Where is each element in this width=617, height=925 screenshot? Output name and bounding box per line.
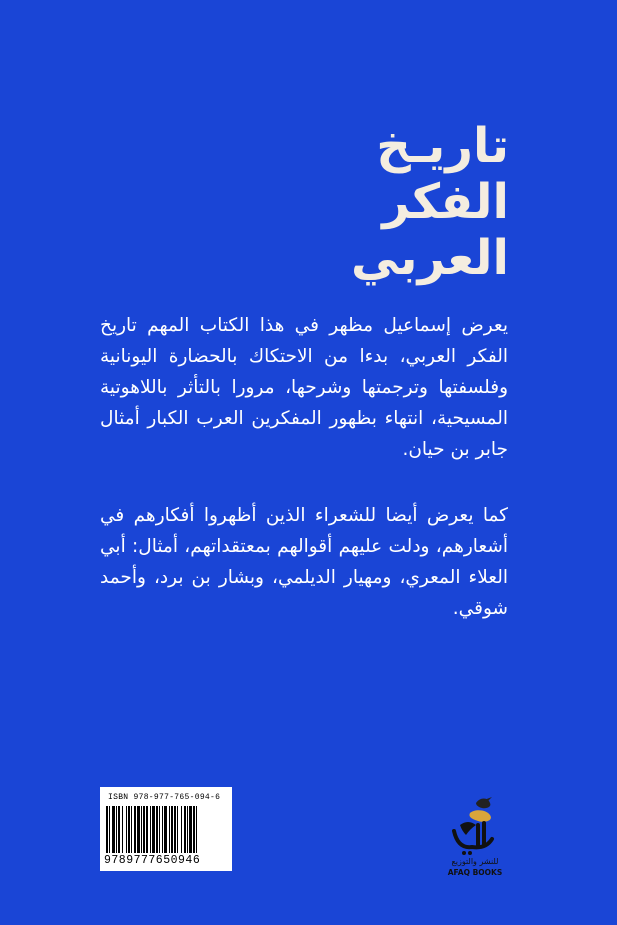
isbn-label: ISBN 978-977-765-094-6 [108,793,221,802]
barcode-bar [196,806,197,853]
barcode-bar [126,806,127,853]
barcode-bar [150,806,151,853]
barcode-bar [164,806,167,853]
barcode-bar [106,806,108,853]
barcode-bar [109,806,110,853]
barcode-bar [141,806,142,853]
description-paragraph-1: يعرض إسماعيل مظهر في هذا الكتاب المهم تاريخ الفكر العربي، بدءا من الاحتكاك بالحضارة اليونانية وفلسفتها وترجمتها وشرحها، مرورا بالتأثر باللاهوتية المسيحية، انتهاء بظهور المفكرين العرب الكبار أمثال جابر بن حيان. [100,315,508,460]
isbn-barcode [100,787,232,871]
barcode-bar [181,806,182,853]
barcode-bar [122,806,123,853]
description-paragraph-2: كما يعرض أيضا للشعراء الذين أظهروا أفكارهم في أشعارهم، ودلت عليهم أقوالهم بمعتقداتهم، أمثال: أبي العلاء المعري، ومهيار الديلمي، وبشار بن برد، وأحمد شوقي. [100,505,508,619]
barcode-bar [169,806,170,853]
barcode-bar [187,806,188,853]
afaq-logo-icon [440,795,510,857]
publisher-latin: AFAQ BOOKS [447,868,503,877]
barcode-bar [193,806,195,853]
barcode-bars [106,806,226,853]
title-line: العربي [350,230,509,286]
barcode-bar [118,806,120,853]
barcode-bar [171,806,173,853]
barcode-bar [128,806,130,853]
title-line: تاريـخ [376,118,509,174]
book-title [209,118,509,286]
barcode-bar [143,806,145,853]
barcode-bar [174,806,176,853]
barcode-bar [159,806,160,853]
barcode-bar [146,806,148,853]
barcode-bar [156,806,158,853]
barcode-bar [177,806,178,853]
barcode-bar [131,806,132,853]
publisher-logo [440,795,510,880]
barcode-bar [116,806,117,853]
barcode-digits: 9789777650946 [104,854,201,867]
barcode-bar [162,806,163,853]
barcode-bar [137,806,140,853]
barcode-bar [112,806,115,853]
barcode-bar [189,806,192,853]
barcode-bar [184,806,186,853]
publisher-arabic: للنشر والتوزيع [451,857,499,866]
title-line: الفكر [382,174,509,230]
barcode-bar [134,806,136,853]
barcode-bar [152,806,155,853]
